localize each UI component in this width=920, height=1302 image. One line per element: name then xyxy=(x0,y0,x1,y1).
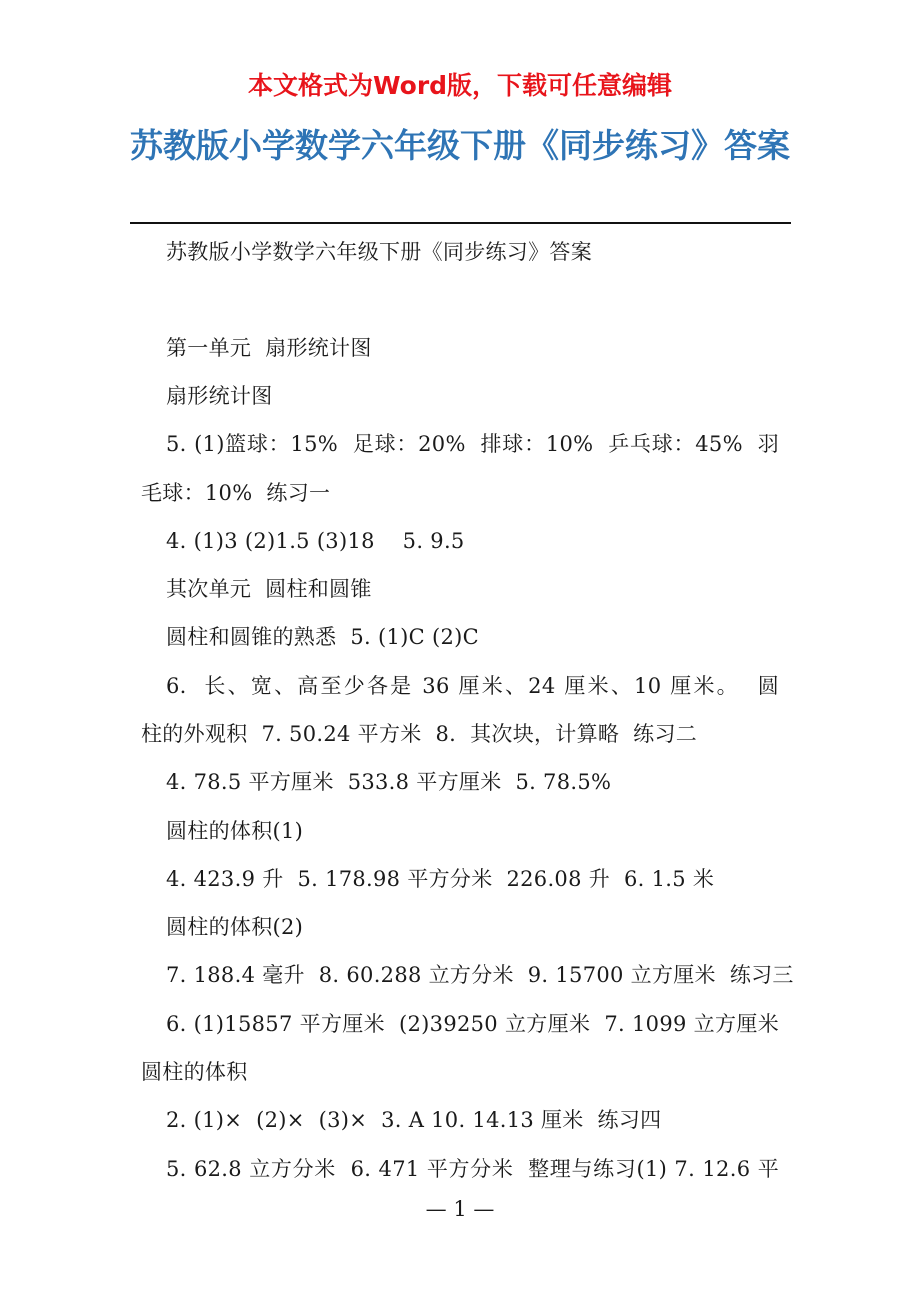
answer-line: 圆柱和圆锥的熟悉 5. (1)C (2)C xyxy=(166,625,479,649)
answer-line: 6. 长、宽、高至少各是 36 厘米、24 厘米、10 厘米。 圆 xyxy=(166,674,779,698)
format-notice: 本文格式为Word版，下载可任意编辑 xyxy=(247,71,673,100)
answer-line: 4. 423.9 升 5. 178.98 平方分米 226.08 升 6. 1.5 米 xyxy=(166,867,715,891)
unit-heading: 其次单元 圆柱和圆锥 xyxy=(166,577,372,601)
unit-heading: 第一单元 扇形统计图 xyxy=(166,336,372,360)
answer-line: 5. 62.8 立方分米 6. 471 平方分米 整理与练习(1) 7. 12.6 平 xyxy=(166,1157,779,1181)
answer-line: 圆柱的体积 xyxy=(141,1060,248,1084)
page-number: — 1 — xyxy=(425,1197,495,1221)
answer-line: 7. 188.4 毫升 8. 60.288 立方分米 9. 15700 立方厘米 练习三 xyxy=(166,963,794,987)
section-heading: 扇形统计图 xyxy=(166,384,273,408)
answer-line: 5. (1)篮球：15% 足球：20% 排球：10% 乒乓球：45% 羽 xyxy=(166,432,779,456)
answer-line: 2. (1)× (2)× (3)× 3. A 10. 14.13 厘米 练习四 xyxy=(166,1108,662,1132)
answer-line: 4. 78.5 平方厘米 533.8 平方厘米 5. 78.5% xyxy=(166,770,612,794)
section-heading: 圆柱的体积(2) xyxy=(166,915,304,939)
body-heading: 苏教版小学数学六年级下册《同步练习》答案 xyxy=(166,240,592,264)
answer-line: 4. (1)3 (2)1.5 (3)18 5. 9.5 xyxy=(166,529,465,553)
section-heading: 圆柱的体积(1) xyxy=(166,819,304,843)
title-divider xyxy=(130,222,791,224)
answer-line: 毛球：10% 练习一 xyxy=(141,481,331,505)
answer-line: 柱的外观积 7. 50.24 平方米 8. 其次块，计算略 练习二 xyxy=(141,722,698,746)
document-title: 苏教版小学数学六年级下册《同步练习》答案 xyxy=(130,126,790,165)
answer-line: 6. (1)15857 平方厘米 (2)39250 立方厘米 7. 1099 立方厘米 xyxy=(166,1012,779,1036)
